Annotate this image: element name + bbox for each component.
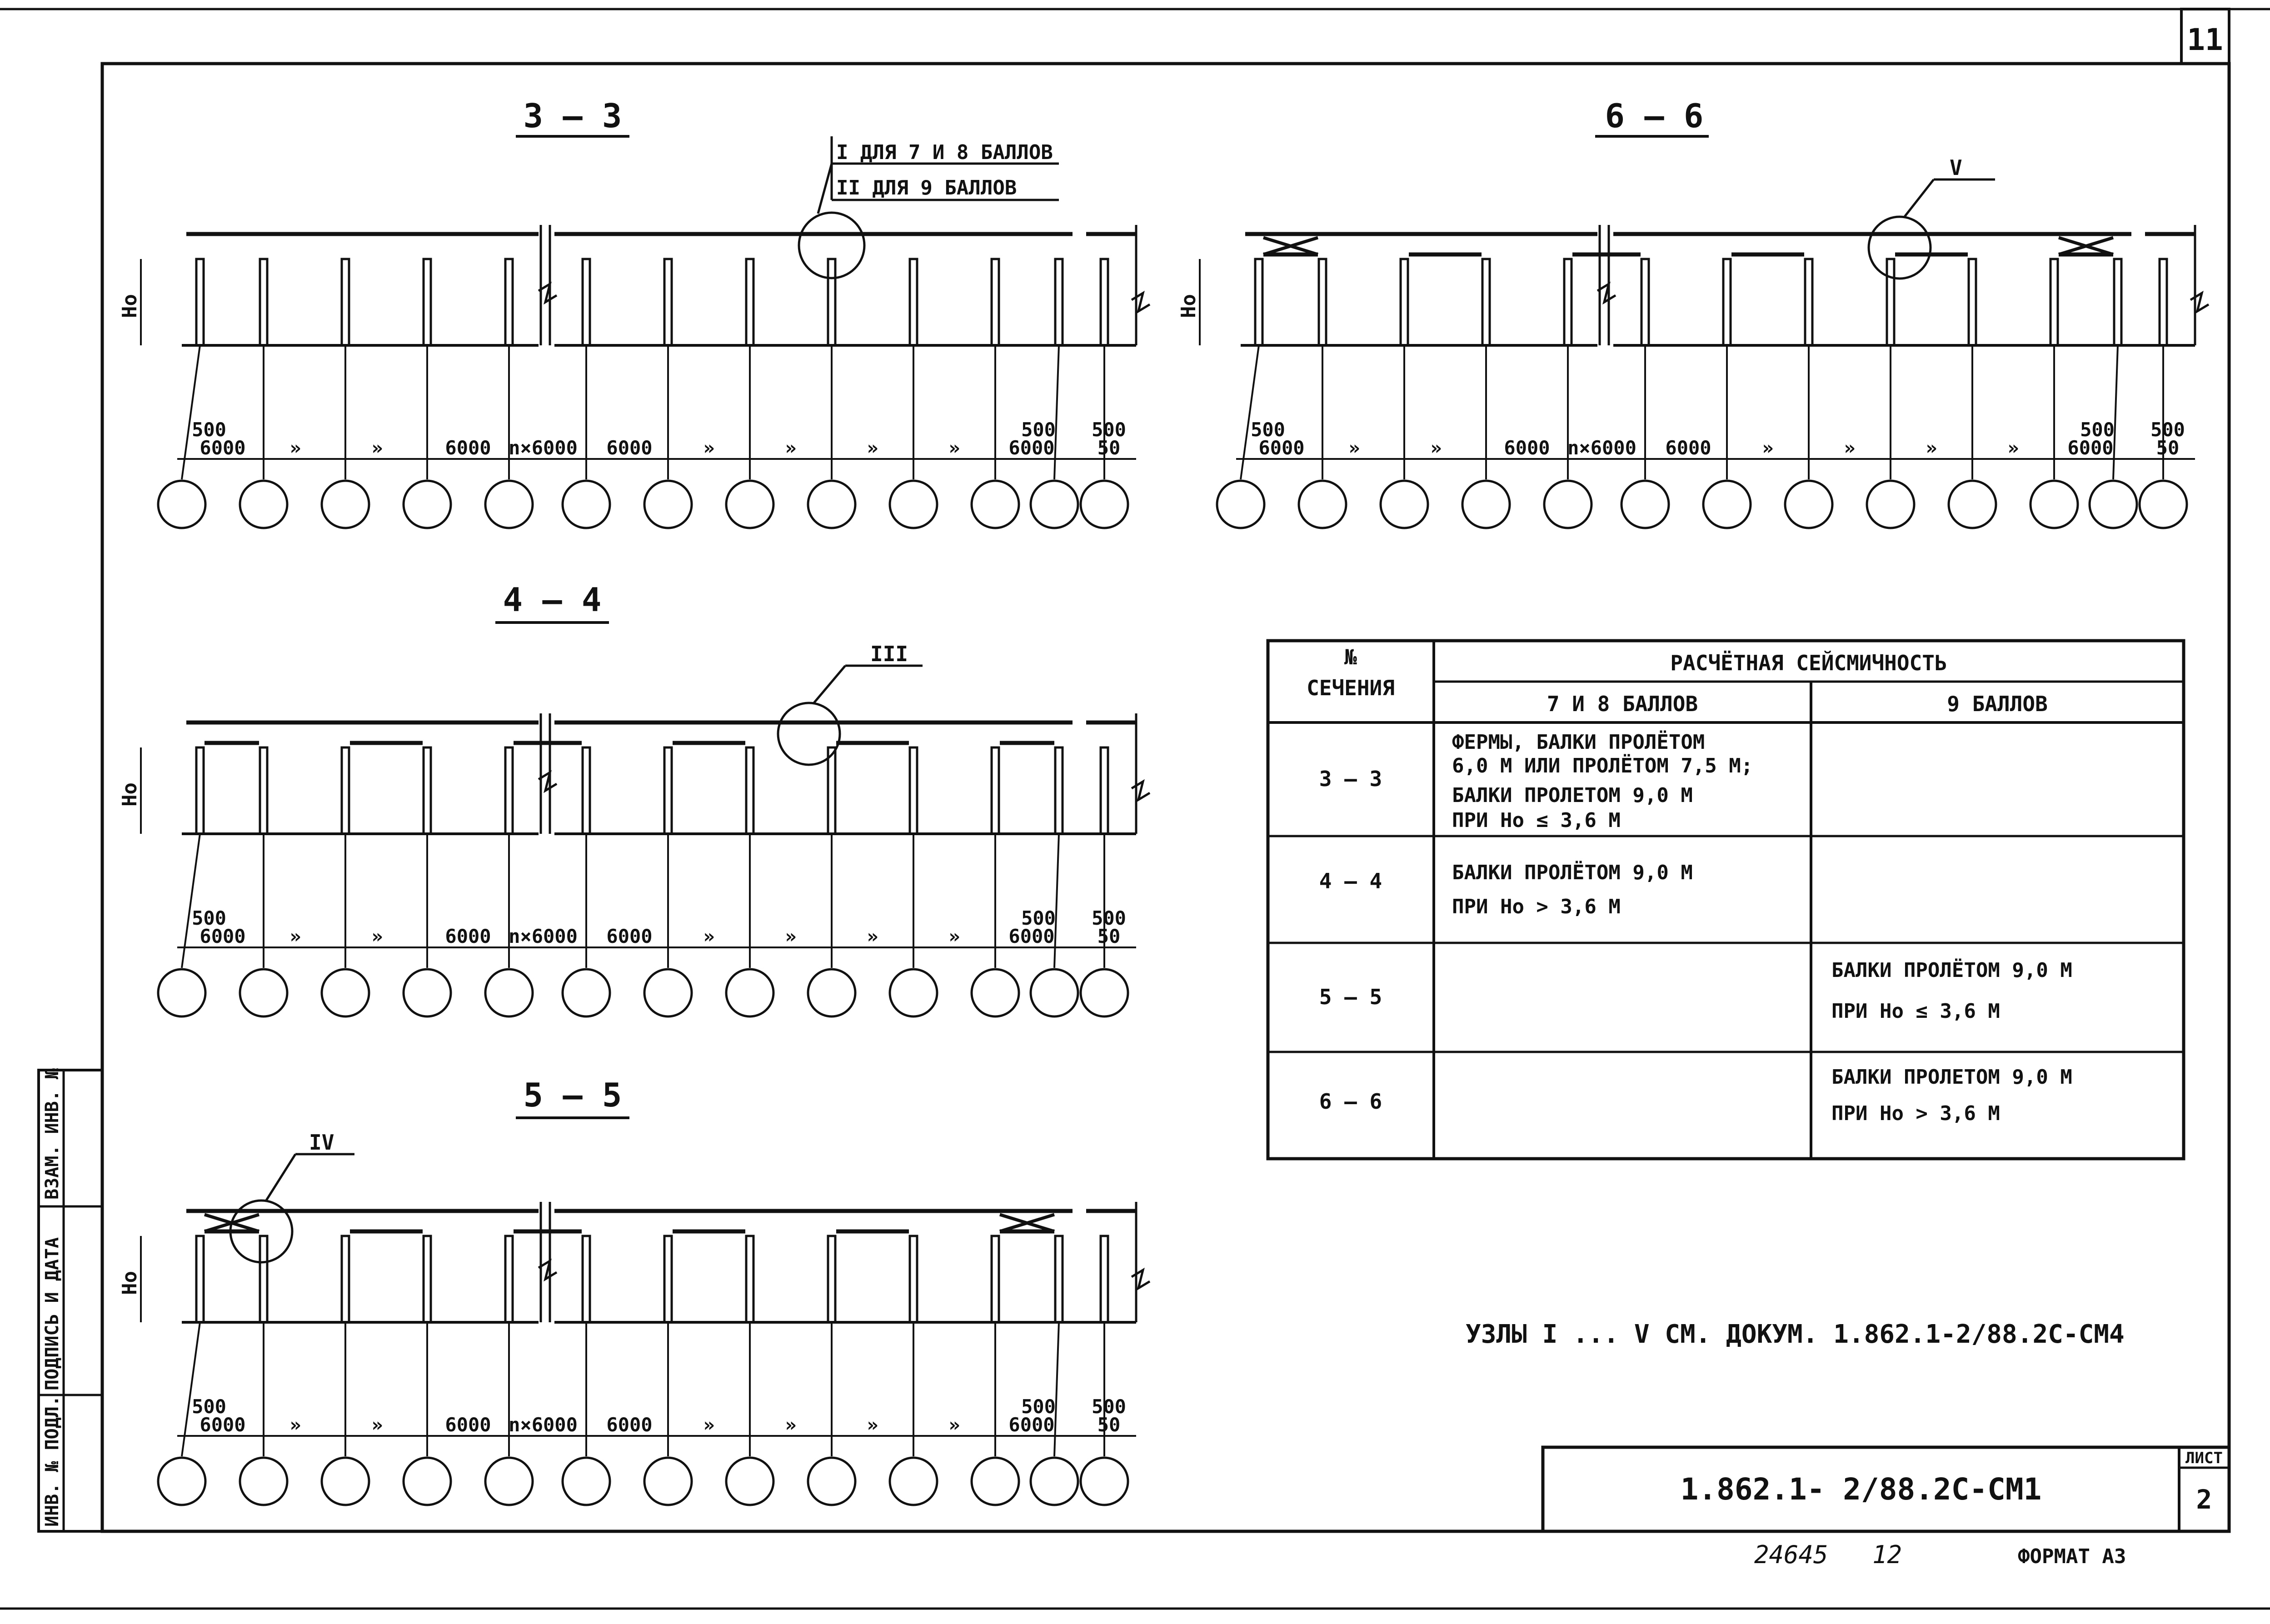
height-label: Hо	[118, 294, 141, 318]
column	[664, 1236, 672, 1322]
dimension-label: 500	[2150, 418, 2185, 441]
callout-node-V: V	[1950, 155, 1962, 180]
axis-bubble	[1867, 481, 1914, 528]
dimension-label: »	[289, 1414, 301, 1436]
bracing	[1000, 1215, 1054, 1231]
table-col2-header: 7 И 8 БАЛЛОВ	[1547, 692, 1698, 716]
height-label: Hо	[1177, 294, 1200, 318]
table-row4-c3-line1: БАЛКИ ПРОЛЕТОМ 9,0 М	[1831, 1066, 2072, 1089]
dimension-label: 50	[1097, 437, 1121, 459]
axis-bubble	[563, 969, 610, 1016]
dimension-label: »	[948, 1414, 960, 1436]
dimension-label: 500	[192, 907, 226, 929]
dimension-label: »	[703, 1414, 715, 1436]
axis-bubble	[1785, 481, 1832, 528]
column	[746, 259, 753, 345]
dimension-label: »	[867, 437, 878, 459]
axis-bubble	[726, 969, 773, 1016]
axis-bubble	[240, 1458, 287, 1505]
column	[2114, 259, 2121, 345]
axis-bubble	[485, 481, 533, 528]
dimension-label: »	[1926, 437, 1937, 459]
seismicity-table	[1268, 641, 2184, 1159]
dimension-label: »	[703, 925, 715, 947]
section-3-3	[118, 225, 1150, 528]
axis-bubble	[726, 1458, 773, 1505]
column	[1723, 259, 1731, 345]
dimension-label: »	[1430, 437, 1442, 459]
axis-bubble	[808, 1458, 855, 1505]
column	[1101, 259, 1108, 345]
column	[910, 747, 917, 834]
table-row3-c3-line2: ПРИ Hо ≤ 3,6 М	[1831, 1000, 2000, 1023]
axis-bubble	[485, 969, 533, 1016]
dimension-label: 500	[192, 1395, 226, 1418]
dimension-label: 6000	[445, 925, 491, 947]
break-mark	[1132, 293, 1150, 311]
column	[260, 1236, 267, 1322]
column	[196, 747, 204, 834]
column	[505, 259, 513, 345]
axis-bubble	[644, 481, 692, 528]
dimension-label: »	[1348, 437, 1360, 459]
dimension-label: n×6000	[1567, 437, 1636, 459]
axis-bubble	[972, 969, 1019, 1016]
table-row3-section: 5 — 5	[1319, 985, 1382, 1009]
column	[664, 259, 672, 345]
dimension-label: n×6000	[509, 437, 578, 459]
section-title-4-4: 4 — 4	[503, 581, 602, 619]
table-col3-header: 9 БАЛЛОВ	[1947, 692, 2048, 716]
column	[342, 1236, 349, 1322]
dimension-label: 6000	[606, 1414, 653, 1436]
axis-bubble	[1462, 481, 1510, 528]
dimension-label: 500	[1021, 907, 1056, 929]
dimension-label: 6000	[1665, 437, 1711, 459]
axis-bubble	[1031, 481, 1078, 528]
column	[1101, 1236, 1108, 1322]
column	[342, 259, 349, 345]
callout-node-II: II ДЛЯ 9 БАЛЛОВ	[836, 176, 1017, 199]
column	[828, 259, 835, 345]
axis-bubble	[972, 1458, 1019, 1505]
dimension-label: »	[948, 437, 960, 459]
dimension-label: 6000	[445, 1414, 491, 1436]
dimension-label: 500	[192, 418, 226, 441]
bracing	[2059, 238, 2113, 254]
column	[196, 1236, 204, 1322]
axis-bubble	[1031, 969, 1078, 1016]
axis-bubble	[322, 969, 369, 1016]
dimension-label: »	[703, 437, 715, 459]
axis-bubble	[972, 481, 1019, 528]
axis-bubble	[404, 969, 451, 1016]
dimension-label: »	[1844, 437, 1856, 459]
dimension-label: »	[948, 925, 960, 947]
section-title-3-3: 3 — 3	[523, 97, 622, 135]
axis-bubble	[322, 1458, 369, 1505]
column	[1055, 259, 1063, 345]
column	[424, 259, 431, 345]
side-stamp-cell3: ИНВ. № ПОДЛ.	[42, 1395, 63, 1527]
axis-bubble	[158, 1458, 205, 1505]
dimension-label: 6000	[200, 437, 246, 459]
dimension-label: »	[2007, 437, 2019, 459]
table-row1-c2-line1: ФЕРМЫ, БАЛКИ ПРОЛЁТОМ	[1452, 731, 1705, 754]
dimension-label: »	[371, 1414, 383, 1436]
axis-bubble	[890, 969, 937, 1016]
bracing	[1263, 238, 1318, 254]
table-group-header: РАСЧЁТНАЯ СЕЙСМИЧНОСТЬ	[1670, 651, 1947, 675]
column	[583, 1236, 590, 1322]
break-mark	[1132, 1270, 1150, 1288]
axis-bubble	[404, 481, 451, 528]
break-mark	[1132, 782, 1150, 800]
axis-bubble	[1544, 481, 1591, 528]
height-label: Hо	[118, 782, 141, 807]
dimension-label: 6000	[445, 437, 491, 459]
column	[260, 747, 267, 834]
archive-number: 24645	[1754, 1540, 1828, 1569]
column	[505, 1236, 513, 1322]
axis-bubble	[158, 969, 205, 1016]
dimension-label: 500	[1021, 1395, 1056, 1418]
column	[992, 1236, 999, 1322]
dimension-label: 6000	[606, 437, 653, 459]
break-mark	[2190, 293, 2209, 311]
axis-bubble	[158, 481, 205, 528]
column	[1055, 747, 1063, 834]
table-row2-c2-line1: БАЛКИ ПРОЛЁТОМ 9,0 М	[1452, 861, 1693, 884]
column	[1319, 259, 1326, 345]
axis-bubble	[1621, 481, 1669, 528]
table-row4-c3-line2: ПРИ Hо > 3,6 М	[1831, 1102, 2000, 1125]
axis-bubble	[485, 1458, 533, 1505]
column	[1401, 259, 1408, 345]
column	[583, 747, 590, 834]
sheet-label: ЛИСТ	[2185, 1449, 2223, 1467]
table-row1-c2-line3: БАЛКИ ПРОЛЕТОМ 9,0 М	[1452, 784, 1693, 807]
axis-bubble	[2090, 481, 2137, 528]
side-stamp-cell2: ПОДПИСЬ И ДАТА	[42, 1237, 63, 1390]
side-stamp	[39, 1068, 102, 1531]
axis-bubble	[808, 481, 855, 528]
dimension-label: 500	[2080, 418, 2115, 441]
dimension-label: 50	[1097, 925, 1121, 947]
dimension-label: 6000	[200, 1414, 246, 1436]
axis-bubble	[2031, 481, 2078, 528]
column	[1055, 1236, 1063, 1322]
table-row4-section: 6 — 6	[1319, 1089, 1382, 1114]
callout-node-III: III	[870, 642, 908, 666]
dimension-label: n×6000	[509, 1414, 578, 1436]
height-label: Hо	[118, 1271, 141, 1295]
section-5-5	[118, 1202, 1150, 1505]
column	[424, 747, 431, 834]
axis-bubble	[2140, 481, 2187, 528]
dimension-label: »	[785, 437, 797, 459]
table-row1-c2-line4: ПРИ Hо ≤ 3,6 М	[1452, 809, 1621, 832]
table-row2-section: 4 — 4	[1319, 869, 1382, 893]
table-row2-c2-line2: ПРИ Hо > 3,6 М	[1452, 895, 1621, 918]
table-row1-c2-line2: 6,0 М ИЛИ ПРОЛЁТОМ 7,5 М;	[1452, 754, 1753, 777]
column	[992, 747, 999, 834]
section-title-5-5: 5 — 5	[523, 1076, 622, 1114]
column	[1969, 259, 1976, 345]
callout-node-I: I ДЛЯ 7 И 8 БАЛЛОВ	[836, 141, 1053, 164]
dimension-label: »	[867, 1414, 878, 1436]
column	[910, 1236, 917, 1322]
column	[664, 747, 672, 834]
table-col1-header-no: №	[1344, 645, 1357, 669]
table-row3-c3-line1: БАЛКИ ПРОЛЁТОМ 9,0 М	[1831, 959, 2072, 982]
dimension-label: 6000	[1008, 925, 1055, 947]
axis-bubble	[726, 481, 773, 528]
axis-bubble	[322, 481, 369, 528]
dimension-label: 50	[1097, 1414, 1121, 1436]
column	[746, 1236, 753, 1322]
column	[342, 747, 349, 834]
axis-bubble	[404, 1458, 451, 1505]
dimension-label: 6000	[1504, 437, 1550, 459]
sheet-number-top: 11	[2187, 22, 2223, 57]
axis-bubble	[240, 481, 287, 528]
dimension-label: 500	[1251, 418, 1285, 441]
axis-bubble	[1217, 481, 1264, 528]
section-title-6-6: 6 — 6	[1605, 97, 1704, 135]
section-6-6	[1177, 225, 2209, 528]
axis-bubble	[1949, 481, 1996, 528]
axis-bubble	[1299, 481, 1346, 528]
dimension-label: 500	[1021, 418, 1056, 441]
dimension-label: n×6000	[509, 925, 578, 947]
dimension-label: »	[867, 925, 878, 947]
dimension-label: »	[371, 925, 383, 947]
column	[1564, 259, 1572, 345]
column	[260, 259, 267, 345]
column	[1101, 747, 1108, 834]
dimension-label: 6000	[1258, 437, 1305, 459]
dimension-label: »	[785, 1414, 797, 1436]
axis-bubble	[1081, 1458, 1128, 1505]
dimension-label: »	[785, 925, 797, 947]
axis-bubble	[563, 481, 610, 528]
callout-node-IV: IV	[309, 1130, 334, 1155]
copy-number: 12	[1872, 1540, 1902, 1569]
column	[424, 1236, 431, 1322]
paper-format: ФОРМАТ А3	[2018, 1545, 2126, 1568]
dimension-label: 50	[2156, 437, 2180, 459]
column	[2050, 259, 2058, 345]
axis-bubble	[808, 969, 855, 1016]
table-row1-section: 3 — 3	[1319, 767, 1382, 791]
column	[746, 747, 753, 834]
dimension-label: 6000	[1008, 437, 1055, 459]
dimension-label: »	[371, 437, 383, 459]
dimension-label: 500	[1092, 1395, 1126, 1418]
column	[2160, 259, 2167, 345]
column	[583, 259, 590, 345]
dimension-label: 6000	[606, 925, 653, 947]
column	[1641, 259, 1649, 345]
column	[1482, 259, 1490, 345]
axis-bubble	[563, 1458, 610, 1505]
nodes-reference-note: УЗЛЫ I ... V СМ. ДОКУМ. 1.862.1-2/88.2С-СМ4	[1466, 1320, 2125, 1349]
axis-bubble	[1381, 481, 1428, 528]
dimension-label: 6000	[2067, 437, 2114, 459]
sheet-value: 2	[2196, 1484, 2212, 1515]
dimension-label: »	[289, 925, 301, 947]
dimension-label: 6000	[200, 925, 246, 947]
axis-bubble	[644, 969, 692, 1016]
dimension-label: 6000	[1008, 1414, 1055, 1436]
column	[1255, 259, 1262, 345]
document-designation: 1.862.1- 2/88.2С-СМ1	[1680, 1472, 2042, 1507]
side-stamp-cell1: ВЗАМ. ИНВ. №	[42, 1068, 63, 1200]
column	[828, 747, 835, 834]
axis-bubble	[1703, 481, 1751, 528]
dimension-label: 500	[1092, 418, 1126, 441]
dimension-label: »	[289, 437, 301, 459]
table-col1-header: СЕЧЕНИЯ	[1307, 676, 1395, 700]
axis-bubble	[1031, 1458, 1078, 1505]
section-4-4	[118, 713, 1150, 1016]
axis-bubble	[644, 1458, 692, 1505]
axis-bubble	[890, 481, 937, 528]
column	[196, 259, 204, 345]
dimension-label: 500	[1092, 907, 1126, 929]
axis-bubble	[1081, 969, 1128, 1016]
axis-bubble	[240, 969, 287, 1016]
column	[910, 259, 917, 345]
title-block	[1543, 1447, 2229, 1569]
column	[992, 259, 999, 345]
dimension-label: »	[1762, 437, 1774, 459]
column	[505, 747, 513, 834]
axis-bubble	[1081, 481, 1128, 528]
column	[1887, 259, 1894, 345]
column	[1805, 259, 1812, 345]
axis-bubble	[890, 1458, 937, 1505]
column	[828, 1236, 835, 1322]
